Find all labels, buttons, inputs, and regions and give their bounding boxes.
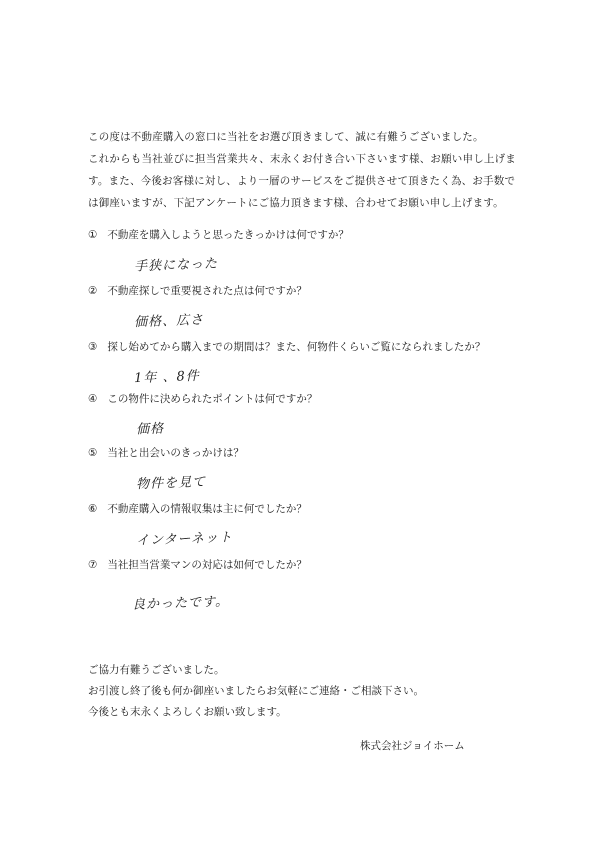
question-1 <box>88 228 548 242</box>
answer-7-handwritten: 良かったです。 <box>131 594 230 613</box>
answer-5-handwritten: 物件を見て <box>135 474 207 493</box>
question-number: ③ <box>88 341 98 353</box>
question-text: この物件に決められたポイントは何ですか？ <box>107 393 318 405</box>
closing-line: 今後とも末永くよろしくお願い致します。 <box>88 706 287 718</box>
question-number: ② <box>88 285 98 297</box>
question-text: 当社と出会いのきっかけは？ <box>107 447 244 459</box>
question-3 <box>88 340 548 354</box>
question-text: 不動産購入の情報収集は主に何でしたか？ <box>107 503 307 515</box>
intro-line: これからも当社並びに担当営業共々、末永くお付き合い下さいます様、お願い申し上げま <box>88 153 516 165</box>
question-number: ⑥ <box>88 503 98 515</box>
intro-line: す。また、今後お客様に対し、より一層のサービスをご提供させて頂きたく為、お手数で <box>88 175 516 187</box>
question-2 <box>88 284 548 298</box>
answer-2-handwritten: 価格、広さ <box>133 312 205 331</box>
answer-3-handwritten: 1年 、8件 <box>133 368 200 387</box>
question-number: ⑤ <box>88 447 98 459</box>
intro-line: は御座いますが、下記アンケートにご協力頂きます様、合わせてお願い申し上げます。 <box>88 197 504 209</box>
answer-6-handwritten: インターネット <box>135 530 234 549</box>
question-number: ⑦ <box>88 559 98 571</box>
closing-line: お引渡し終了後も何か御座いましたらお気軽にご連絡・ご相談下さい。 <box>88 685 424 697</box>
question-text: 探し始めてから購入までの期間は？また、何物件くらいご覧になられましたか？ <box>107 341 486 353</box>
question-6 <box>88 502 548 516</box>
question-4 <box>88 392 548 406</box>
answer-4-handwritten: 価格 <box>135 421 165 438</box>
question-5 <box>88 446 548 460</box>
intro-paragraph <box>88 126 528 214</box>
closing-paragraph <box>88 660 528 723</box>
intro-line: この度は不動産購入の窓口に当社をお選び頂きまして、誠に有難うございました。 <box>88 131 484 143</box>
company-name: 株式会社ジョイホーム <box>360 740 465 752</box>
answer-1-handwritten: 手狭になった <box>133 256 219 275</box>
question-number: ④ <box>88 393 98 405</box>
question-number: ① <box>88 229 98 241</box>
question-text: 不動産を購入しようと思ったきっかけは何ですか？ <box>107 229 349 241</box>
closing-line: ご協力有難うございました。 <box>88 664 225 676</box>
question-text: 当社担当営業マンの対応は如何でしたか？ <box>107 559 307 571</box>
question-text: 不動産探しで重要視された点は何ですか？ <box>107 285 307 297</box>
question-7 <box>88 558 548 572</box>
